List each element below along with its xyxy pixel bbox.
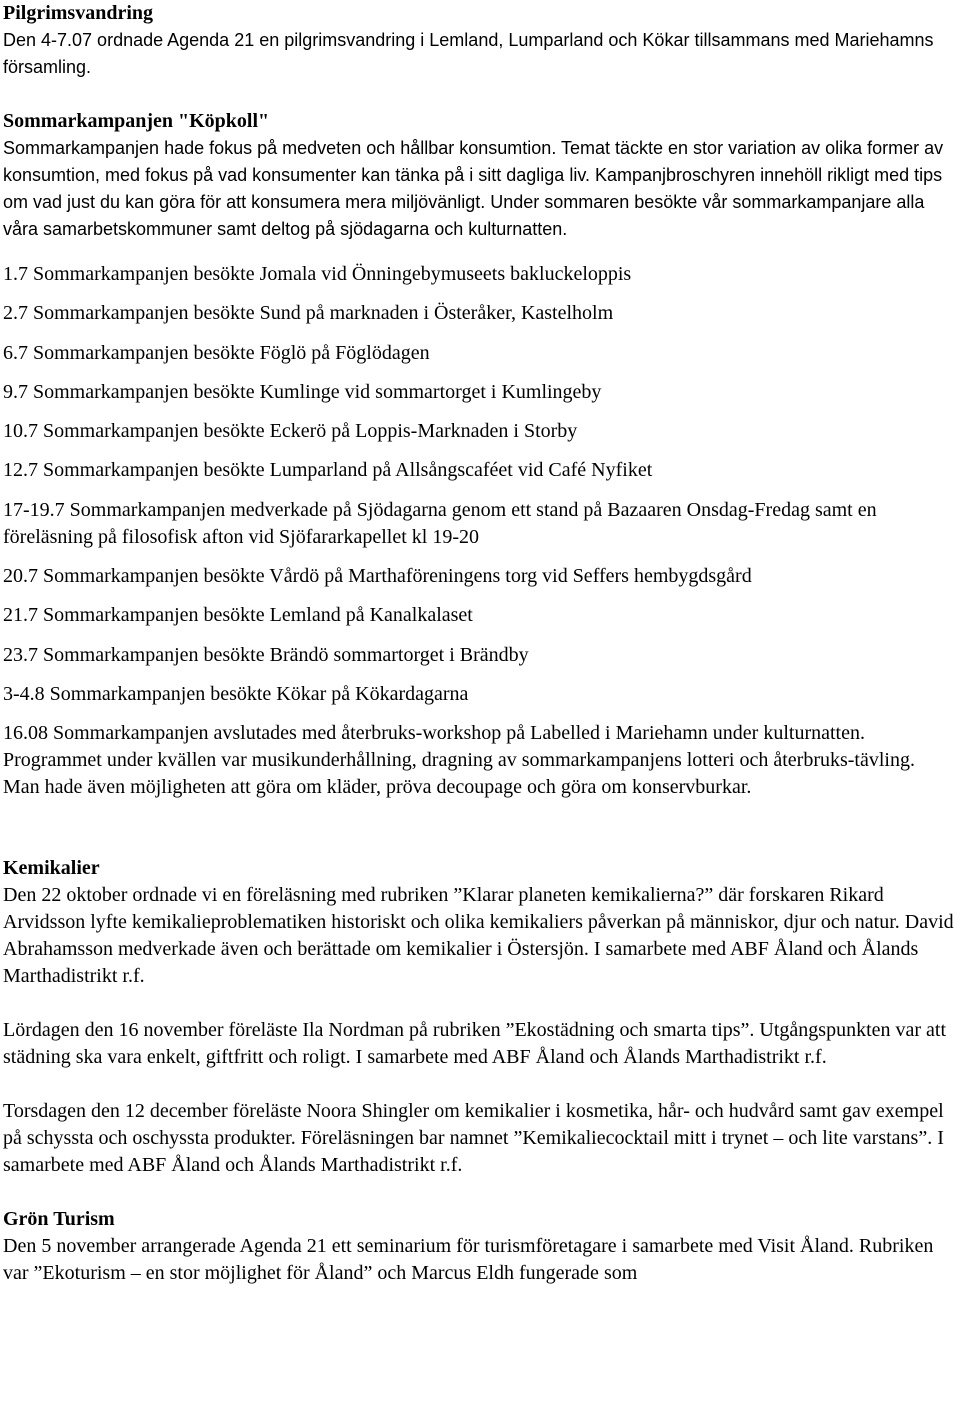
event-date: 10.7 bbox=[3, 420, 38, 443]
event-date: 20.7 bbox=[3, 565, 38, 588]
document-page bbox=[3, 0, 955, 1287]
list-item bbox=[3, 340, 955, 367]
list-item bbox=[3, 497, 955, 551]
event-text: Sommarkampanjen besökte Lemland på Kanalkalaset bbox=[38, 604, 473, 627]
event-text: Sommarkampanjen besökte Kökar på Kökardagarna bbox=[44, 682, 469, 705]
chemicals-paragraph-3: Torsdagen den 12 december föreläste Noora Shingler om kemikalier i kosmetika, hår- och hudvård samt gav exempel på schyssta och oschyssta produkter. Föreläsningen bar namnet ”Kemikaliecocktail mitt i trynet – och lite varstans”. I samarbete med ABF Åland och Ålands Marthadistrikt r.f. bbox=[3, 1100, 944, 1177]
list-item bbox=[3, 418, 955, 445]
event-text: Sommarkampanjen besökte Lumparland på Allsångscaféet vid Café Nyfiket bbox=[38, 459, 653, 482]
heading-gron-turism: Grön Turism bbox=[3, 1208, 115, 1231]
event-date: 23.7 bbox=[3, 643, 38, 666]
chemicals-paragraph-1: Den 22 oktober ordnade vi en föreläsning med rubriken ”Klarar planeten kemikalierna?” där forskaren Rikard Arvidsson lyfte kemikalieproblematiken historiskt och olika kemikaliers påverkan på människor, djur och natur. David Abrahamsson medverkade även och berättade om kemikalier i Östersjön. I samarbete med ABF Åland och Ålands Marthadistrikt r.f. bbox=[3, 884, 954, 988]
heading-pilgrimsvandring: Pilgrimsvandring bbox=[3, 2, 154, 24]
event-date: 2.7 bbox=[3, 302, 28, 325]
event-date: 12.7 bbox=[3, 459, 38, 482]
green-paragraph-1: Den 5 november arrangerade Agenda 21 ett seminarium för turismföretagare i samarbete med Visit Åland. Rubriken var ”Ekoturism – en stor möjlighet för Åland” och Marcus Eldh fungerade som bbox=[3, 1235, 934, 1285]
event-date: 1.7 bbox=[3, 263, 28, 285]
event-text: Sommarkampanjen avslutades med återbruks-workshop på Labelled i Mariehamn under kulturnatten. Programmet under kvällen var musikunderhållning, dragning av sommarkampanjens lotteri och återbruks-tävling. Man hade även möjligheten att göra om kläder, pröva decoupage och göra om konservburkar. bbox=[3, 722, 915, 799]
list-item bbox=[3, 681, 955, 708]
list-item bbox=[3, 563, 955, 590]
event-date: 9.7 bbox=[3, 380, 28, 403]
event-text: Sommarkampanjen besökte Kumlinge vid sommartorget i Kumlingeby bbox=[28, 380, 602, 403]
list-item bbox=[3, 261, 955, 288]
event-date: 17-19.7 bbox=[3, 498, 65, 521]
pilgrim-paragraph: Den 4-7.07 ordnade Agenda 21 en pilgrimsvandring i Lemland, Lumparland och Kökar tillsammans med Mariehamns församling. bbox=[3, 30, 934, 77]
event-text: Sommarkampanjen besökte Sund på marknaden i Österåker, Kastelholm bbox=[28, 302, 614, 325]
list-item bbox=[3, 379, 955, 406]
heading-sommarkampanjen: Sommarkampanjen "Köpkoll" bbox=[3, 110, 270, 132]
summer-paragraph: Sommarkampanjen hade fokus på medveten och hållbar konsumtion. Temat täckte en stor variation av olika former av konsumtion, med fokus på vad konsumenter kan tänka på i sitt dagliga liv. Kampanjbroschyren innehöll rikligt med tips om vad just du kan göra för att konsumera mera miljövänligt. Under sommaren besökte vår sommarkampanjare alla våra samarbetskommuner samt deltog på sjödagarna och kulturnatten. bbox=[3, 138, 944, 239]
event-date: 16.08 bbox=[3, 722, 48, 745]
event-date: 3-4.8 bbox=[3, 682, 45, 705]
event-text: Sommarkampanjen besökte Eckerö på Loppis-Marknaden i Storby bbox=[38, 420, 578, 443]
event-text: Sommarkampanjen medverkade på Sjödagarna genom ett stand på Bazaaren Onsdag-Fredag samt en föreläsning på filosofisk afton vid Sjöfararkapellet kl 19-20 bbox=[3, 498, 877, 548]
list-item bbox=[3, 602, 955, 629]
event-date: 6.7 bbox=[3, 341, 28, 364]
event-date: 21.7 bbox=[3, 604, 38, 627]
list-item bbox=[3, 457, 955, 484]
event-text: Sommarkampanjen besökte Brändö sommartorget i Brändby bbox=[38, 643, 529, 666]
event-text: Sommarkampanjen besökte Vårdö på Marthaföreningens torg vid Seffers hembygdsgård bbox=[38, 565, 752, 588]
chemicals-paragraph-2: Lördagen den 16 november föreläste Ila Nordman på rubriken ”Ekostädning och smarta tips”. Utgångspunkten var att städning ska vara enkelt, giftfritt och roligt. I samarbete med ABF Åland och Ålands Marthadistrikt r.f. bbox=[3, 1019, 947, 1069]
summer-event-list bbox=[3, 261, 955, 801]
event-text: Sommarkampanjen besökte Föglö på Föglödagen bbox=[28, 341, 430, 364]
list-item bbox=[3, 720, 955, 801]
event-text: Sommarkampanjen besökte Jomala vid Önningebymuseets bakluckeloppis bbox=[28, 263, 632, 285]
heading-kemikalier: Kemikalier bbox=[3, 857, 100, 880]
list-item bbox=[3, 300, 955, 327]
list-item bbox=[3, 642, 955, 669]
